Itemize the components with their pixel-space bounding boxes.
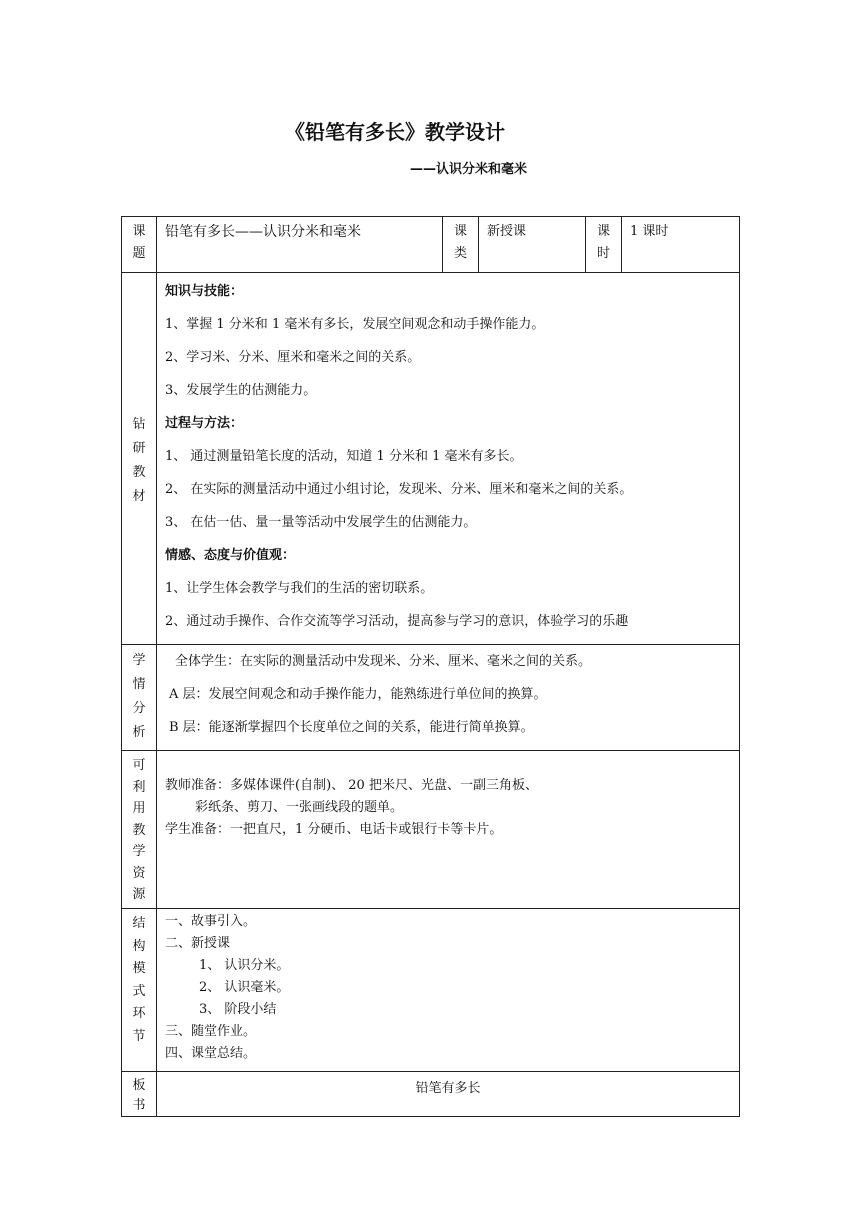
resources-line: 彩纸条、剪刀、一张画线段的题单。	[195, 800, 404, 815]
objective-item: 2、 在实际的测量活动中通过小组讨论，发现米、分米、厘米和毫米之间的关系。	[165, 482, 633, 497]
document-subtitle: ——认识分米和毫米	[410, 162, 528, 177]
topic-value: 铅笔有多长——认识分米和毫米	[157, 217, 443, 273]
type-value: 新授课	[479, 217, 586, 273]
resources-line: 教师准备：多媒体课件(自制)、 20 把米尺、光盘、一副三角板、	[165, 778, 538, 793]
board-label-text: 板书	[132, 1078, 146, 1113]
resources-line: 学生准备：一把直尺，1 分硬币、电话卡或银行卡等卡片。	[165, 822, 503, 837]
hours-label-text: 课时	[596, 224, 610, 261]
structure-content	[157, 909, 740, 1072]
resources-content	[157, 751, 740, 909]
structure-line: 1、 认识分米。	[199, 958, 290, 973]
structure-row	[122, 909, 740, 1072]
structure-line: 四、课堂总结。	[165, 1046, 257, 1061]
analysis-content	[157, 645, 740, 751]
structure-line: 一、故事引入。	[165, 914, 257, 929]
board-label	[122, 1072, 157, 1117]
objective-item: 2、学习米、分米、厘米和毫米之间的关系。	[165, 350, 421, 365]
analysis-row	[122, 645, 740, 751]
document-title: 《铅笔有多长》教学设计	[285, 120, 505, 144]
objective-item: 3、发展学生的估测能力。	[165, 383, 317, 398]
objective-item: 1、让学生体会教学与我们的生活的密切联系。	[165, 581, 434, 596]
objectives-row	[122, 273, 740, 645]
resources-label-text: 可利用教学资源	[132, 758, 146, 902]
objective-item: 2、通过动手操作、合作交流等学习活动，提高参与学习的意识，体验学习的乐趣	[165, 614, 629, 629]
hours-label	[586, 217, 622, 273]
board-row	[122, 1072, 740, 1117]
structure-line: 2、 认识毫米。	[199, 980, 290, 995]
objectives-heading-attitude: 情感、态度与价值观：	[165, 548, 296, 563]
lesson-plan-table	[121, 216, 740, 1117]
resources-row	[122, 751, 740, 909]
header-row	[122, 217, 740, 273]
structure-label	[122, 909, 157, 1072]
objectives-heading-process: 过程与方法：	[165, 416, 244, 431]
topic-label-text: 课题	[132, 224, 146, 261]
objectives-heading-knowledge: 知识与技能：	[165, 284, 244, 299]
hours-value: 1 课时	[622, 217, 740, 273]
objectives-content	[157, 273, 740, 645]
structure-line: 三、随堂作业。	[165, 1024, 257, 1039]
structure-line: 二、新授课	[165, 936, 231, 951]
analysis-label	[122, 645, 157, 751]
analysis-item: 全体学生：在实际的测量活动中发现米、分米、厘米、毫米之间的关系。	[175, 654, 592, 669]
board-title: 铅笔有多长	[157, 1072, 740, 1117]
analysis-label-text: 学情分析	[132, 653, 146, 740]
objective-item: 3、 在估一估、量一量等活动中发展学生的估测能力。	[165, 515, 477, 530]
resources-label	[122, 751, 157, 909]
type-label	[443, 217, 479, 273]
structure-label-text: 结构模式环节	[132, 916, 146, 1044]
analysis-item: A 层：发展空间观念和动手操作能力，能熟练进行单位间的换算。	[169, 687, 547, 702]
objectives-label	[122, 273, 157, 645]
topic-label	[122, 217, 157, 273]
objectives-label-text: 钻研教材	[132, 416, 146, 504]
structure-line: 3、 阶段小结	[199, 1002, 277, 1017]
objective-item: 1、掌握 1 分米和 1 毫米有多长，发展空间观念和动手操作能力。	[165, 317, 545, 332]
objective-item: 1、 通过测量铅笔长度的活动，知道 1 分米和 1 毫米有多长。	[165, 449, 523, 464]
type-label-text: 课类	[453, 224, 467, 261]
analysis-item: B 层：能逐渐掌握四个长度单位之间的关系，能进行简单换算。	[169, 720, 534, 735]
